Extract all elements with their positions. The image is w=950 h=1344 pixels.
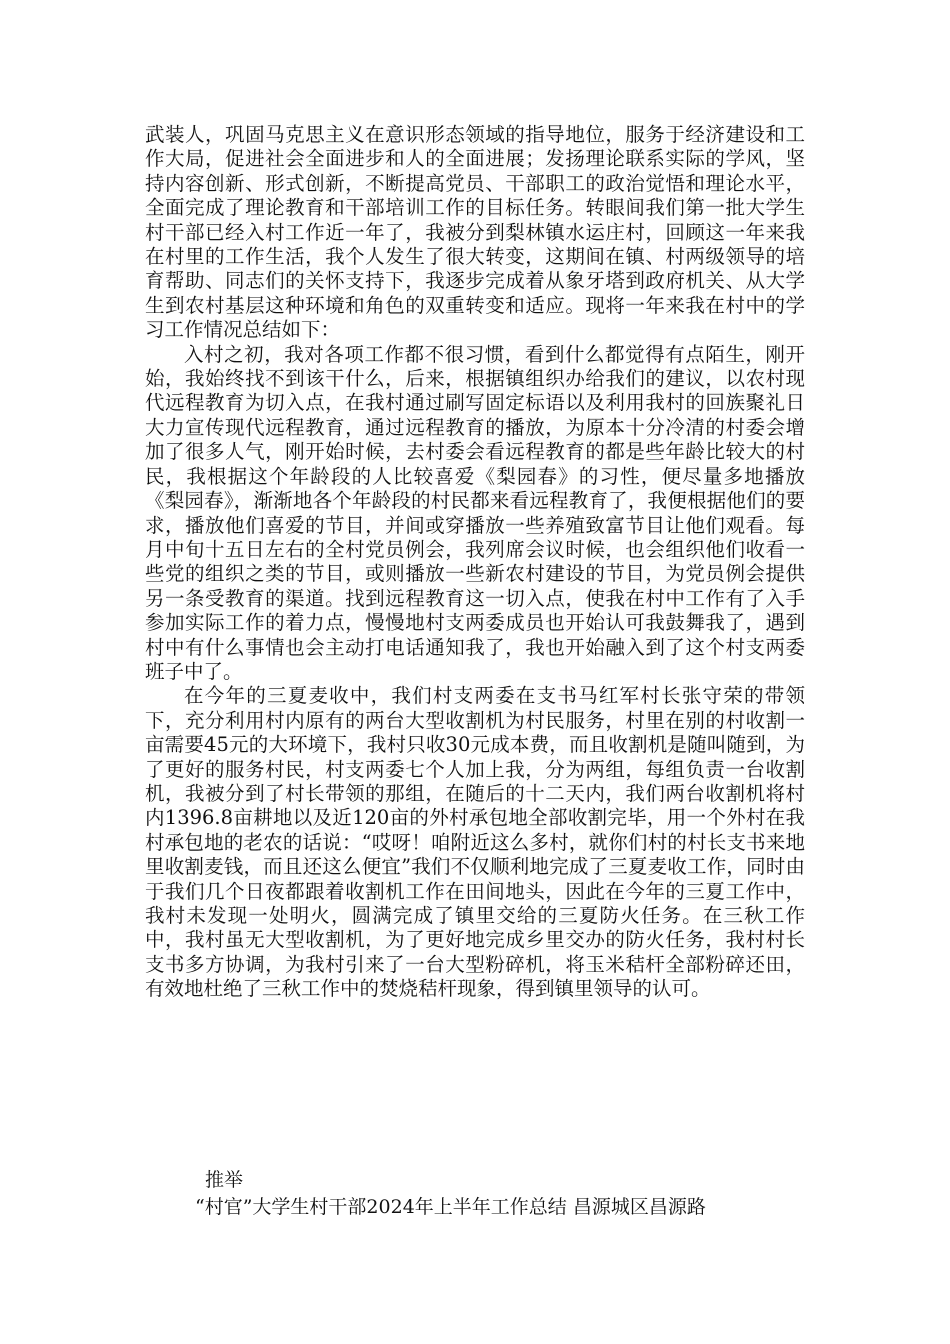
footer-line-recommend: 推举 (205, 1169, 244, 1191)
document-body (145, 123, 805, 1002)
paragraph-1: 武装人，巩固马克思主义在意识形态领域的指导地位，服务于经济建设和工作大局，促进社会全面进步和人的全面进展；发扬理论联系实际的学风，坚持内容创新、形式创新，不断提高党员、干部职工的政治觉悟和理论水平，全面完成了理论教育和干部培训工作的目标任务。转眼间我们第一批大学生村干部已经入村工作近一年了，我被分到梨林镇水运庄村，回顾这一年来我在村里的工作生活，我个人发生了很大转变，这期间在镇、村两级领导的培育帮助、同志们的关怀支持下，我逐步完成着从象牙塔到政府机关、从大学生到农村基层这种环境和角色的双重转变和适应。现将一年来我在村中的学习工作情况总结如下： (145, 123, 805, 342)
footer-line-title: “村官”大学生村干部2024年上半年工作总结 昌源城区昌源路 (195, 1196, 706, 1218)
paragraph-2: 入村之初，我对各项工作都不很习惯，看到什么都觉得有点陌生，刚开始，我始终找不到该干什么，后来，根据镇组织办给我们的建议，以农村现代远程教育为切入点，在我村通过刷写固定标语以及利用我村的回族聚礼日大力宣传现代远程教育，通过远程教育的播放，为原本十分冷清的村委会增加了很多人气，刚开始时候，去村委会看远程教育的都是些年龄比较大的村民，我根据这个年龄段的人比较喜爱《梨园春》的习性，便尽量多地播放《梨园春》，渐渐地各个年龄段的村民都来看远程教育了，我便根据他们的要求，播放他们喜爱的节目，并间或穿播放一些养殖致富节目让他们观看。每月中旬十五日左右的全村党员例会，我列席会议时候，也会组织他们收看一些党的组织之类的节目，或则播放一些新农村建设的节目，为党员例会提供另一条受教育的渠道。找到远程教育这一切入点，使我在村中工作有了入手参加实际工作的着力点，慢慢地村支两委成员也开始认可我鼓舞我了，遇到村中有什么事情也会主动打电话通知我了，我也开始融入到了这个村支两委班子中了。 (145, 342, 805, 683)
paragraph-3: 在今年的三夏麦收中，我们村支两委在支书马红军村长张守荣的带领下，充分利用村内原有的两台大型收割机为村民服务，村里在别的村收割一亩需要45元的大环境下，我村只收30元成本费，而且收割机是随叫随到，为了更好的服务村民，村支两委七个人加上我，分为两组，每组负责一台收割机，我被分到了村长带领的那组，在随后的十二天内，我们两台收割机将村内1396.8亩耕地以及近120亩的外村承包地全部收割完毕，用一个外村在我村承包地的老农的话说：“哎呀！咱附近这么多村，就你们村的村长支书来地里收割麦钱，而且还这么便宜”我们不仅顺利地完成了三夏麦收工作，同时由于我们几个日夜都跟着收割机工作在田间地头，因此在今年的三夏工作中，我村未发现一处明火，圆满完成了镇里交给的三夏防火任务。在三秋工作中，我村虽无大型收割机，为了更好地完成乡里交办的防火任务，我村村长支书多方协调，为我村引来了一台大型粉碎机，将玉米秸杆全部粉碎还田，有效地杜绝了三秋工作中的焚烧秸杆现象，得到镇里领导的认可。 (145, 684, 805, 1001)
